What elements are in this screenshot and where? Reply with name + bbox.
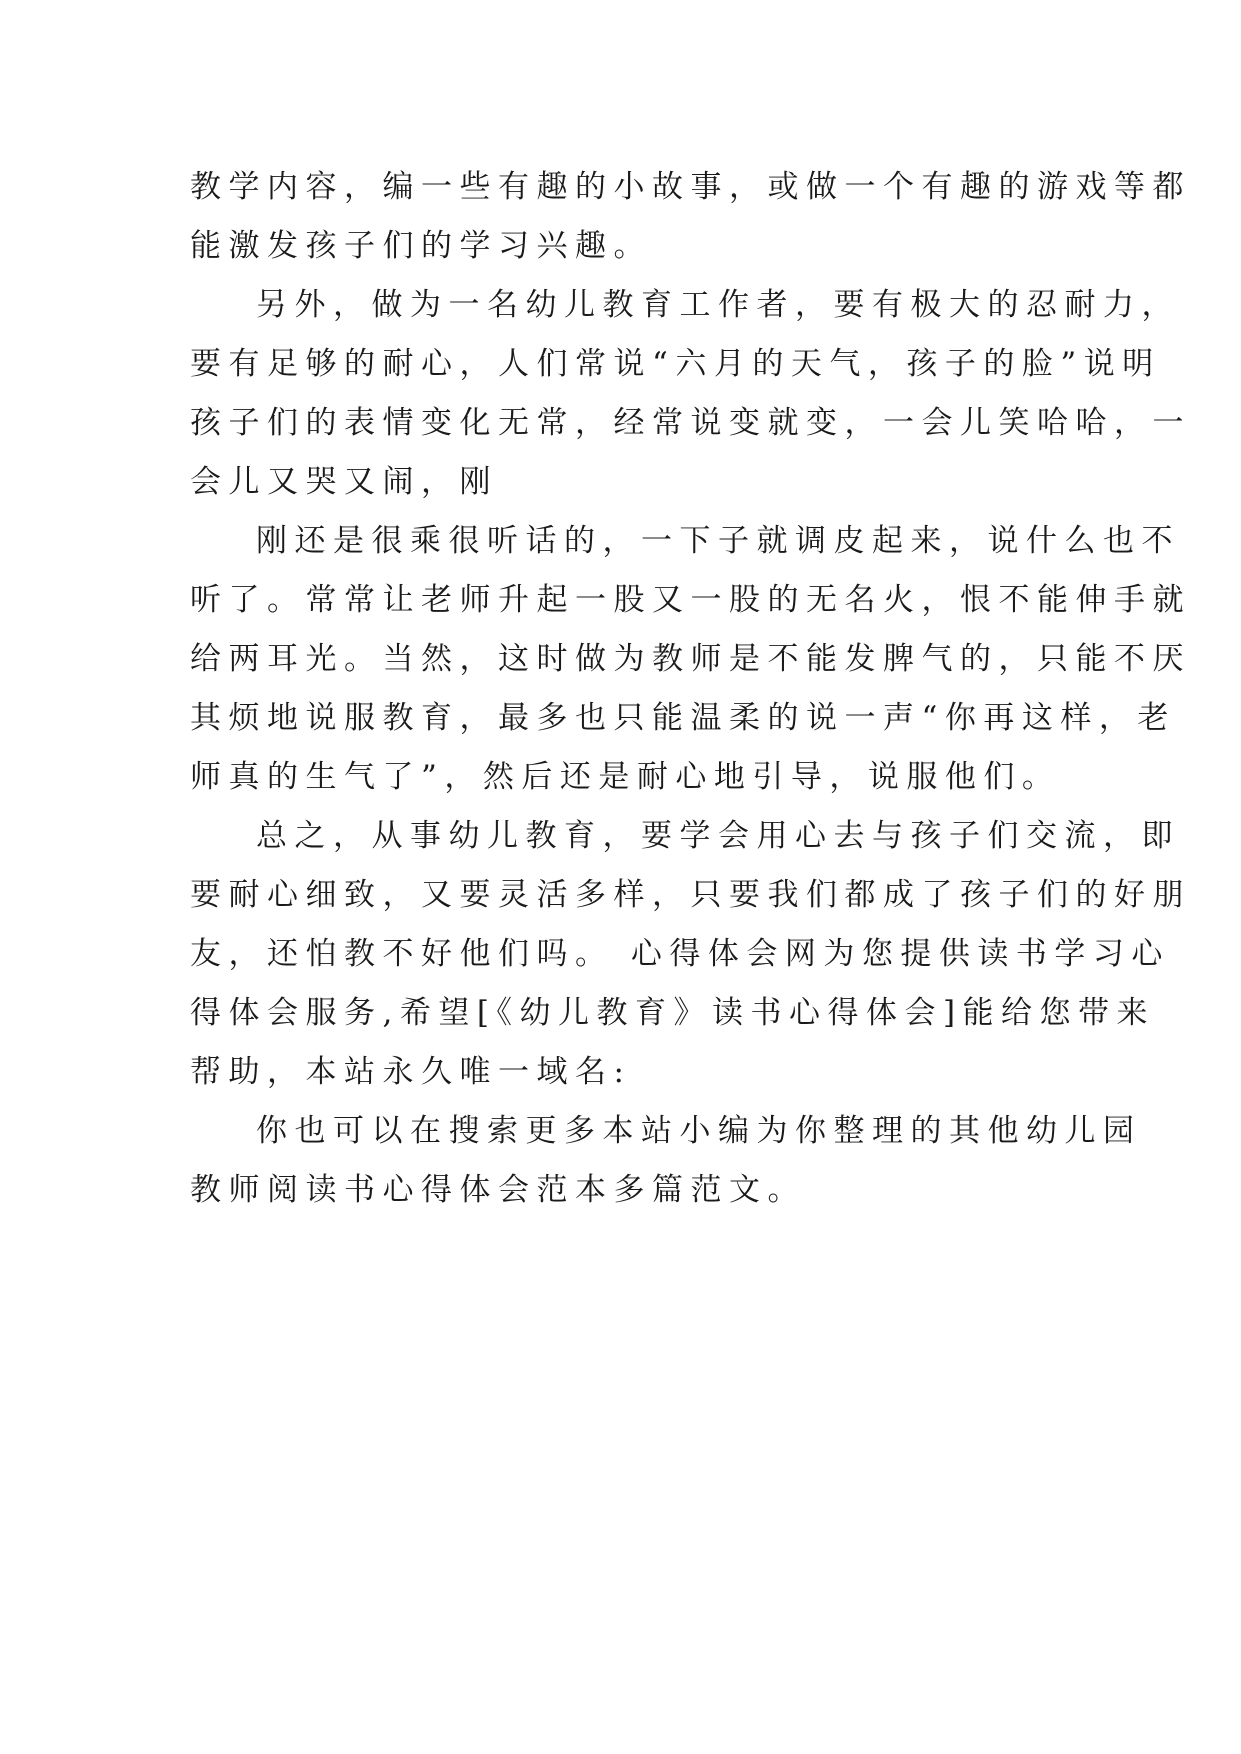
paragraph-line: 教师阅读书心得体会范本多篇范文。: [190, 1172, 806, 1208]
paragraph-line: 另外，做为一名幼儿教育工作者，要有极大的忍耐力，: [256, 287, 1180, 323]
paragraph-line: 总之，从事幼儿教育，要学会用心去与孩子们交流，即: [256, 818, 1180, 854]
paragraph-line: 教学内容，编一些有趣的小故事，或做一个有趣的游戏等都: [190, 169, 1191, 205]
paragraph-line: 要耐心细致，又要灵活多样，只要我们都成了孩子们的好朋: [190, 877, 1191, 913]
paragraph-line: 刚还是很乘很听话的，一下子就调皮起来，说什么也不: [256, 523, 1180, 559]
paragraph-line: 要有足够的耐心，人们常说“六月的天气，孩子的脸”说明: [190, 346, 1161, 382]
document-body: [190, 158, 1191, 1220]
paragraph-line: 听了。常常让老师升起一股又一股的无名火，恨不能伸手就: [190, 582, 1191, 618]
paragraph-line: 帮助，本站永久唯一域名:: [190, 1054, 632, 1090]
paragraph-line: 你也可以在搜索更多本站小编为你整理的其他幼儿园: [256, 1113, 1142, 1149]
paragraph-line: 会儿又哭又闹，刚: [190, 464, 498, 500]
paragraph-line: 师真的生气了”，然后还是耐心地引导，说服他们。: [190, 759, 1061, 795]
paragraph-line: 能激发孩子们的学习兴趣。: [190, 228, 652, 264]
paragraph-line: 孩子们的表情变化无常，经常说变就变，一会儿笑哈哈，一: [190, 405, 1191, 441]
paragraph-line: 友，还怕教不好他们吗。 心得体会网为您提供读书学习心: [190, 936, 1170, 972]
paragraph-line: 其烦地说服教育，最多也只能温柔的说一声“你再这样，老: [190, 700, 1176, 736]
paragraph-line: 得体会服务,希望[《幼儿教育》读书心得体会]能给您带来: [190, 995, 1156, 1031]
paragraph-line: 给两耳光。当然，这时做为教师是不能发脾气的，只能不厌: [190, 641, 1191, 677]
